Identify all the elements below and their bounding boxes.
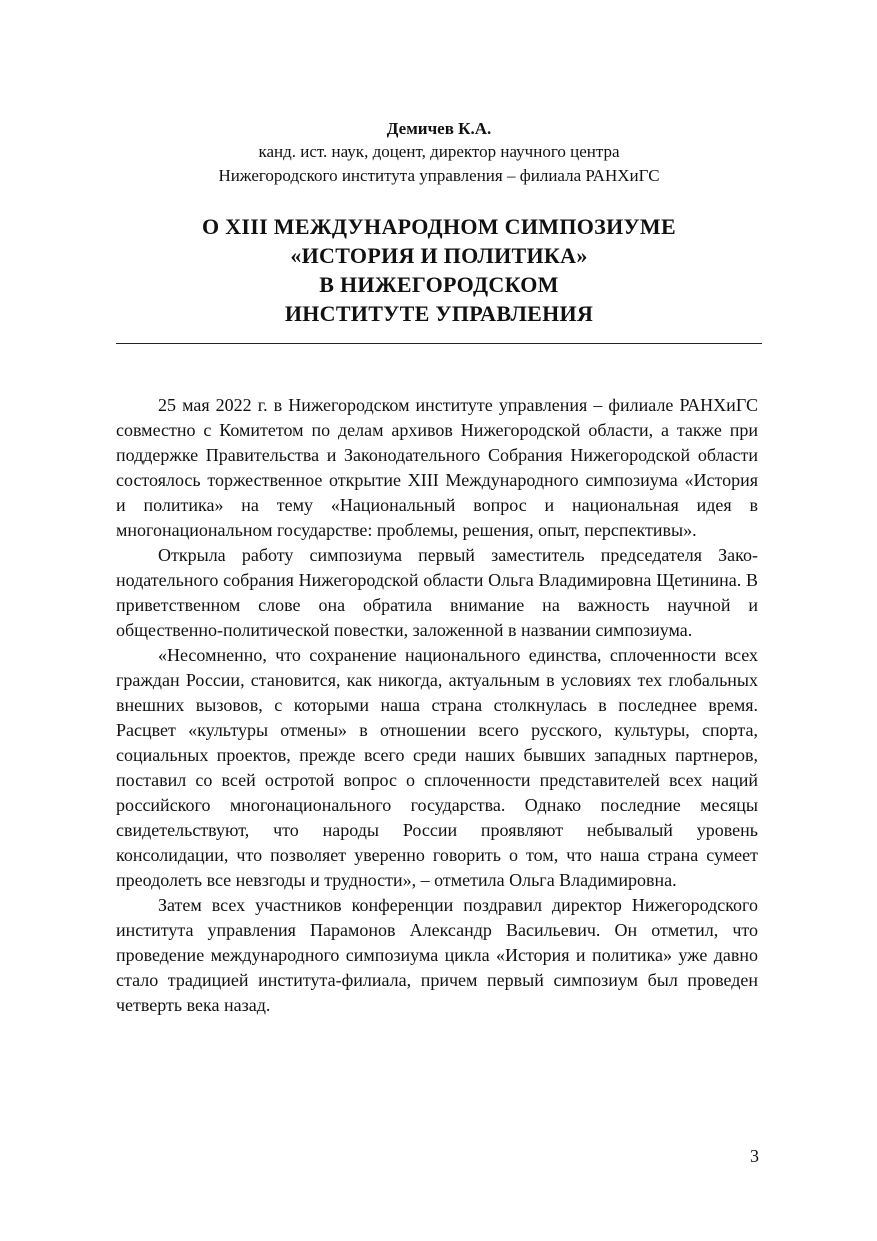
article-body xyxy=(116,393,758,1018)
paragraph-2: Открыла работу симпозиума первый заместитель председателя Законодательного собрания Нижегородской области Ольга Владимировна Щетинина. В приветственном слове она обратила внимание на важность научной и общественно-политической повестки, заложенной в названии симпозиума. xyxy=(116,545,758,640)
paragraph-3: «Несомненно, что сохранение национального единства, сплоченности всех граждан России, становится, как никогда, актуальным в условиях тех глобальных внешних вызовов, с которыми наша страна столкнулась в последнее время. Расцвет «культуры отмены» в отношении всего русского, культуры, спорта, социальных проектов, прежде всего среди наших бывших западных партнеров, поставил со всей остротой вопрос о сплоченности представителей всех наций российского многонационального государства. Однако последние месяцы свидетельствуют, что народы России проявляют небывалый уровень консолидации, что позволяет уверенно говорить о том, что наша страна сумеет преодолеть все невзгоды и трудности», – отметила Ольга Владимировна. xyxy=(116,645,758,890)
author-affiliation-line-2: Нижегородского института управления – филиала РАНХиГС xyxy=(218,166,660,185)
title-line-1: О XIII МЕЖДУНАРОДНОМ СИМПОЗИУМЕ xyxy=(202,214,676,239)
paragraph-1: 25 мая 2022 г. в Нижегородском институте управления – филиале РАНХиГС совместно с Комитетом по делам архивов Нижегородской области, а также при поддержке Правительства и Законодательного Собрания Нижегородской области состоялось торжественное открытие XIII Международного симпозиума «История и политика» на тему «Национальный вопрос и национальная идея в многонациональном государстве: проблемы, решения, опыт, перспективы». xyxy=(116,395,758,540)
author-affiliation-line-1: канд. ист. наук, доцент, директор научного центра xyxy=(258,142,620,161)
author-name: Демичев К.А. xyxy=(386,119,492,138)
title-line-3: В НИЖЕГОРОДСКОМ xyxy=(319,272,559,297)
title-line-4: ИНСТИТУТЕ УПРАВЛЕНИЯ xyxy=(284,301,594,326)
page-number: 3 xyxy=(750,1146,759,1166)
article-title xyxy=(116,212,762,328)
paragraph-4: Затем всех участников конференции поздравил директор Нижегородского института управления Парамонов Александр Васильевич. Он отметил, что проведение международного симпозиума цикла «История и политика» уже давно стало традицией института-филиала, причем первый симпозиум был проведен четверть века назад. xyxy=(116,895,758,1015)
title-line-2: «ИСТОРИЯ И ПОЛИТИКА» xyxy=(290,243,588,268)
article-header xyxy=(116,118,762,188)
title-divider xyxy=(116,343,762,344)
